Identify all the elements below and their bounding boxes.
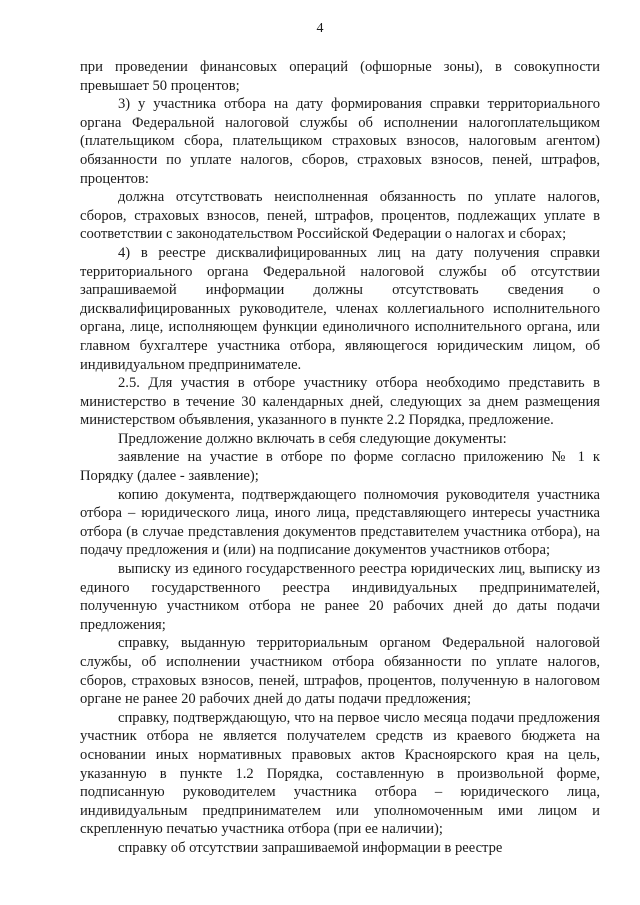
paragraph-documents-intro: Предложение должно включать в себя следующие документы: [118, 430, 507, 447]
document-body [80, 58, 600, 858]
paragraph-funding-certificate: справку, подтверждающую, что на первое число месяца подачи предложения участник отбора не является получателем средств из краевого бюджета на основании иных нормативных правовых актов Красноярского края на цель, указанную в пункте 1.2 Порядка, составленную в произвольной форме, подписанную руководителем участника отбора – юридического лица, индивидуальным предпринимателем или уполномоченным ими лицом и скрепленную печатью участника отбора (при ее наличии); [80, 709, 600, 838]
paragraph-offshore-continuation: при проведении финансовых операций (офшорные зоны), в совокупности превышает 50 процентов; [80, 59, 600, 94]
paragraph-authority-document: копию документа, подтверждающего полномочия руководителя участника отбора – юридического лица, иного лица, представляющего интересы участника отбора (в случае представления документов представителем участника отбора), на подачу предложения и (или) на подписание документов участников отбора; [80, 486, 600, 559]
paragraph-registry-extract: выписку из единого государственного реестра юридических лиц, выписку из единого государственного реестра индивидуальных предпринимателей, полученную участником отбора не ранее 20 рабочих дней до даты подачи предложения; [80, 561, 600, 633]
paragraph-application-form: заявление на участие в отборе по форме согласно приложению № 1 к Порядку (далее - заявление); [80, 449, 600, 485]
paragraph-registry-certificate: справку об отсутствии запрашиваемой информации в реестре [118, 839, 503, 856]
paragraph-tax-certificate: справку, выданную территориальным органом Федеральной налоговой службы, об исполнении участником отбора обязанности по уплате налогов, сборов, страховых взносов, пеней, штрафов, процентов, полученную в налоговом органе не ранее 20 рабочих дней до даты подачи предложения; [80, 635, 600, 708]
paragraph-2-5-submission: 2.5. Для участия в отборе участнику отбора необходимо представить в министерство в течение 30 календарных дней, следующих за днем размещения министерством объявления, указанного в пункте 2.2 Порядка, предложение. [80, 375, 600, 429]
paragraph-item-3-tax-certificate: 3) у участника отбора на дату формирования справки территориального органа Федеральной налоговой службы об исполнении налогоплательщиком (плательщиком сбора, плательщиком страховых взносов, налоговым агентом) обязанности по уплате налогов, сборов, страховых взносов, пеней, штрафов, процентов: [80, 96, 600, 187]
page-number: 4 [316, 21, 324, 36]
paragraph-item-4-disqualified-registry: 4) в реестре дисквалифицированных лиц на дату получения справки территориального органа Федеральной налоговой службы об отсутствии запрашиваемой информации должны отсутствовать сведения о дисквалифицированных руководителе, членах коллегиального исполнительного органа, лице, исполняющем функции единоличного исполнительного органа, или главном бухгалтере участника отбора, являющегося юридическим лицом, об индивидуальном предпринимателе. [80, 244, 600, 373]
paragraph-no-unpaid-obligations: должна отсутствовать неисполненная обязанность по уплате налогов, сборов, страховых взносов, пеней, штрафов, процентов, подлежащих уплате в соответствии с законодательством Российской Федерации о налогах и сборах; [80, 189, 600, 243]
